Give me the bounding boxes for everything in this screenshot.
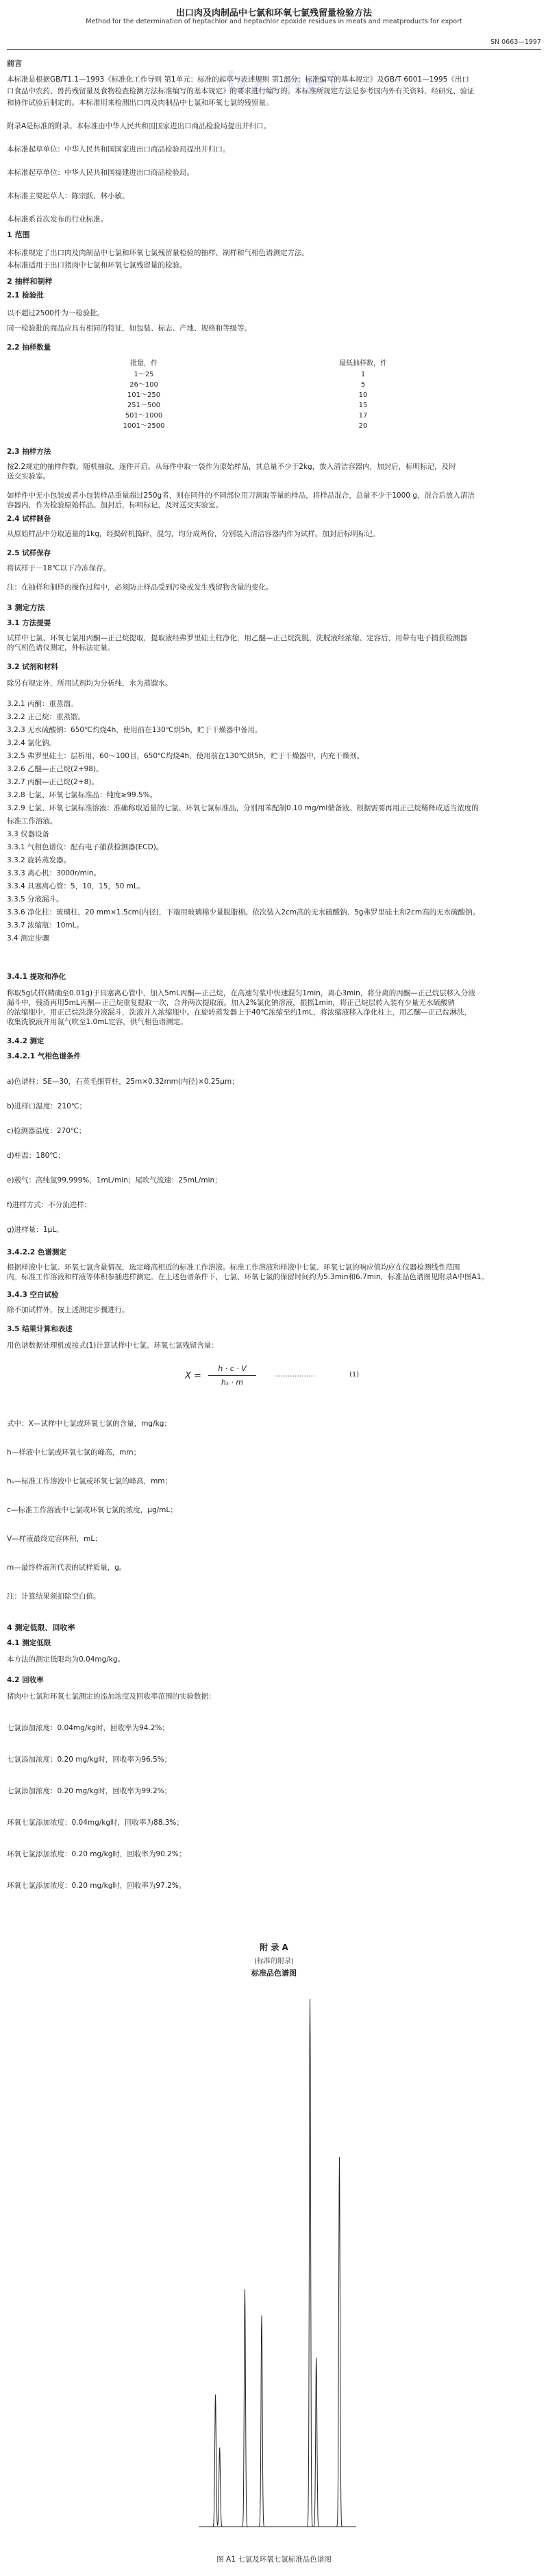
text-line — [7, 202, 541, 214]
standard-number: SN 0663—1997 — [490, 38, 541, 46]
formula-denominator: hₛ · m — [221, 1378, 244, 1387]
section-2-3-body — [7, 462, 541, 510]
text-line: 将试样于－18℃以下冷冻保存。 — [7, 564, 111, 572]
foreword-heading: 前言 — [7, 59, 22, 68]
section-1-body — [7, 247, 541, 271]
text-line: 环氧七氯添加浓度：0.20 mg/kg时，回收率为90.2%； — [7, 1850, 186, 1858]
section-3-4-2-2-body — [7, 1263, 541, 1282]
text-line: 从原始样品中分取适量的1kg，经捣碎机捣碎，混匀，均分成两份，分别装入清洁容器内作为试样。加封后标明标记。 — [7, 530, 380, 538]
section-2-heading: 2 抽样和制样 — [7, 277, 53, 286]
section-1-heading: 1 范围 — [7, 230, 30, 239]
table-cell: 批量，件 — [130, 360, 158, 367]
text-line: 3.2.4 氯化钠。 — [7, 739, 57, 747]
section-3-1-heading: 3.1 方法提要 — [7, 619, 51, 627]
text-line: 3.3 仪器设备 — [7, 830, 50, 838]
chromatogram-trace — [199, 1999, 356, 2527]
text-line: 标准工作溶液。 — [7, 817, 58, 825]
text-line: 本标准系首次发布的行业标准。 — [7, 215, 108, 223]
text-line: b)进样口温度：210℃； — [7, 1102, 87, 1110]
section-3-4-2-heading: 3.4.2 测定 — [7, 1037, 45, 1045]
section-3-4-2-2-heading: 3.4.2.2 色谱测定 — [7, 1248, 66, 1256]
text-line — [7, 179, 541, 191]
formula — [185, 1361, 445, 1396]
text-line: 同一检验批的商品应具有相同的特征，如包装、标志、产地、规格和等级等。 — [7, 324, 251, 332]
text-line: 口食品中农药、兽药残留量及食物检查检测方法标准编写的基本规定》的要求进行编写的。本标准所规定方法是参考国内外有关资料，经研究、验证 — [7, 87, 475, 95]
section-3-5-intro: 用色谱数据处理机或按式(1)计算试样中七氯、环氧七氯残留含量： — [7, 1341, 219, 1350]
text-line: 本标准是根据GB/T1.1—1993《标准化工作导则 第1单元：标准的起草与表述规则 第1部分：标准编写的基本规定》及GB/T 6001—1995《出口 — [7, 75, 469, 84]
section-3-2-intro: 除另有规定外，所用试剂均为分析纯，水为蒸馏水。 — [7, 679, 173, 688]
section-3-4-1-body — [7, 988, 541, 1027]
chart-title: 标准品色谱图 — [251, 1969, 297, 1978]
formula-number: (1) — [349, 1371, 360, 1378]
header-divider — [7, 49, 541, 50]
text-line: 本标准起草单位：中华人民共和国国家进出口商品检验局提出并归口。 — [7, 145, 230, 154]
section-3-1-body — [7, 633, 541, 653]
text-line: 的气相色谱仪测定，外标法定量。 — [7, 644, 115, 652]
table-cell: 1 — [360, 371, 366, 378]
section-3-heading: 3 测定方法 — [7, 603, 45, 612]
text-line: 七氯添加浓度：0.20 mg/kg时，回收率为96.5%； — [7, 1755, 172, 1764]
chromatogram — [185, 1985, 363, 2540]
text-line — [7, 481, 541, 491]
text-line: hₛ—标准工作溶液中七氯或环氧七氯的峰高，mm； — [7, 1477, 173, 1485]
text-line: 3.3.5 分液漏斗。 — [7, 895, 64, 903]
text-line: f)进样方式：不分流进样； — [7, 1201, 92, 1209]
table-cell: 10 — [358, 391, 368, 399]
section-3-4-3-heading: 3.4.3 空白试验 — [7, 1291, 59, 1299]
table-cell: 15 — [358, 402, 368, 409]
text-line — [7, 132, 541, 144]
text-line: 3.3.7 浓缩瓶：10mL。 — [7, 921, 84, 929]
table-cell: 最低抽样数，件 — [339, 360, 387, 367]
text-line: 附录A是标准的附录。本标准由中华人民共和国国家进出口商品检验局提出并归口。 — [7, 122, 271, 130]
text-line: 收集洗脱液并用氮气吹至1.0mL定容，供气相色谱测定。 — [7, 1018, 188, 1026]
text-line: m—最终样液所代表的试样质量，g。 — [7, 1564, 127, 1572]
text-line: 如样件中无小包装或者小包装样品重量超过250g者，则在同件的不同部位用刀割取等量的样品，将样品混合，总量不少于1000 g，混合后放入清洁 — [7, 491, 475, 500]
foreword-body — [7, 74, 541, 226]
table-cell: 17 — [358, 412, 368, 420]
section-2-3-heading: 2.3 抽样方法 — [7, 448, 51, 456]
appendix-subtitle: (标准的附录) — [254, 1958, 294, 1965]
formula-numerator: h · c · V — [218, 1364, 247, 1373]
table-cell: 20 — [358, 422, 368, 430]
sampling-table — [89, 359, 418, 435]
watermark: bz.net — [226, 65, 345, 99]
text-line: 注：在抽样和制样的操作过程中，必须防止样品受到污染或发生残留物含量的变化。 — [7, 583, 273, 592]
text-line — [7, 156, 541, 167]
section-2-5-body — [7, 563, 541, 592]
text-line: 本标准主要起草人：陈宗跃、林小敏。 — [7, 192, 129, 200]
text-line: 本标准起草单位：中华人民共和国福建进出口商品检验局。 — [7, 169, 194, 177]
formula-leader: ……………… — [274, 1371, 315, 1378]
text-line: 七氯添加浓度：0.04mg/kg时，回收率为94.2%； — [7, 1724, 169, 1732]
text-line: 试样中七氯、环氧七氯用丙酮—正己烷提取，提取液经弗罗里硅土柱净化，用乙醚—正己烷洗脱，洗脱液经浓缩、定容后，用带有电子捕获检测器 — [7, 634, 467, 642]
text-line: c—标准工作溶液中七氯或环氧七氯的浓度，μg/mL； — [7, 1506, 177, 1514]
text-line: 环氧七氯添加浓度：0.04mg/kg时，回收率为88.3%； — [7, 1819, 184, 1827]
text-line: 以不超过2500件为一检验批。 — [7, 309, 105, 317]
text-line: 和协作试验后制定的。本标准用来检测出口肉及肉制品中七氯和环氧七氯的残留量。 — [7, 99, 273, 107]
text-line: 根据样液中七氯、环氧七氯含量情况，选定峰高相近的标准工作溶液。标准工作溶液和样液中七氯、环氧七氯的响应值均应在仪器检测线性范围 — [7, 1263, 460, 1272]
text-line: 3.2.2 正己烷：重蒸馏。 — [7, 713, 86, 721]
table-cell: 5 — [360, 381, 366, 389]
text-line: 3.3.4 具塞离心管：5，10，15，50 mL。 — [7, 882, 145, 890]
text-line: a)色谱柱：SE—30，石英毛细管柱，25m×0.32mm(内径)×0.25μm； — [7, 1078, 239, 1086]
section-4-heading: 4 测定低限、回收率 — [7, 1623, 75, 1632]
formula-legend — [7, 1409, 541, 1611]
section-4-2-heading: 4.2 回收率 — [7, 1676, 44, 1684]
text-line: c)检测器温度：270℃； — [7, 1127, 86, 1135]
text-line: d)柱温：180℃； — [7, 1152, 65, 1160]
text-line: 3.3.1 气相色谱仪：配有电子捕获检测器(ECD)。 — [7, 843, 164, 851]
text-line: g)进样量：1μL。 — [7, 1226, 64, 1234]
gc-conditions — [7, 1069, 541, 1242]
section-3-2-heading: 3.2 试剂和材料 — [7, 663, 58, 671]
text-line: 内。标准工作溶液和样液等体积参插进样测定。在上述色谱条件下，七氯、环氧七氯的保留时间约为5.3min和6.7min，标准品色谱图见附录A中图A1。 — [7, 1273, 489, 1281]
text-line: 按2.2规定的抽样件数，随机抽取，逐件开启。从每件中取一袋作为原始样品，其总量不少于2kg，放入清洁容器内，加封后，标明标记，及时 — [7, 463, 456, 471]
section-3-5-heading: 3.5 结果计算和表述 — [7, 1325, 73, 1333]
fraction-bar — [208, 1375, 256, 1376]
table-cell: 1～25 — [134, 371, 154, 378]
text-line: 3.2.7 丙酮—正己烷(2+8)。 — [7, 778, 99, 786]
text-line: 漏斗中，残渣再用5mL丙酮—正己烷重复提取一次，合并两次提取液。加入2%氯化钠溶液，振摇1min，将正己烷层转入装有少量无水硫酸钠 — [7, 999, 455, 1007]
table-cell: 1001～2500 — [123, 422, 165, 430]
section-2-2-heading: 2.2 抽样数量 — [7, 343, 51, 352]
section-4-2-intro: 猪肉中七氯和环氧七氯测定的添加浓度及回收率范围的实验数据： — [7, 1692, 216, 1701]
section-2-5-heading: 2.5 试样保存 — [7, 549, 51, 557]
text-line: 3.2.5 弗罗里硅土：层析用，60～100目，650℃灼烧4h，使用前在130℃烘5h，贮于干燥器中，内充干燥剂。 — [7, 752, 364, 760]
section-4-1-heading: 4.1 测定低限 — [7, 1639, 51, 1647]
figure-caption: 图 A1 七氯及环氧七氯标准品色谱图 — [216, 2555, 332, 2564]
text-line: 3.3.2 旋转蒸发器。 — [7, 856, 71, 864]
formula-lhs: X = — [185, 1371, 201, 1381]
text-line: 式中：X—试样中七氯或环氧七氯的含量，mg/kg； — [7, 1420, 171, 1428]
table-cell: 251～500 — [127, 402, 161, 409]
document-title: 出口肉及肉制品中七氯和环氧七氯残留量检验方法 — [175, 8, 372, 19]
text-line: 称取5g试样(精确至0.01g)于具塞离心管中，加入5mL丙酮—正己烷，在高速匀浆中快速混匀1min，离心3min，将分离的丙酮—正己烷层移入分液 — [7, 989, 475, 997]
text-line: 3.2.8 七氯、环氧七氯标准品：纯度≥99.5%。 — [7, 791, 158, 799]
text-line: 除不加试样外，按上述测定步骤进行。 — [7, 1306, 129, 1314]
text-line — [7, 573, 541, 583]
text-line: 3.2.9 七氯、环氧七氯标准溶液：准确称取适量的七氯、环氧七氯标准品，分别用苯配制0.10 mg/ml储备液。根据需要再用正己烷稀释成适当浓度的 — [7, 804, 479, 812]
text-line: 3.4 测定步骤 — [7, 934, 50, 943]
text-line: 3.3.3 离心机：3000r/min。 — [7, 869, 101, 877]
text-line: 的浓缩瓶中，用正己烷洗涤分液漏斗，洗液并入浓缩瓶中。在旋转蒸发器上于40℃浓缩至约1mL，将浓缩液移入净化柱上，用乙醚—正己烷淋洗， — [7, 1008, 471, 1017]
text-line: 本标准适用于出口猪肉中七氯和环氧七氯残留量的检验。 — [7, 261, 187, 269]
text-line — [7, 109, 541, 121]
reagents-list — [7, 698, 541, 945]
text-line: e)载气：高纯氮99.999%，1mL/min；尾吹气流速：25mL/min； — [7, 1176, 222, 1184]
recovery-list — [7, 1712, 541, 1901]
text-line: 3.2.3 无水硫酸钠：650℃灼烧4h，使用前在130℃烘5h，贮于干燥器中备用。 — [7, 726, 262, 734]
text-line: 3.2.1 丙酮：重蒸馏。 — [7, 700, 78, 708]
text-line: 环氧七氯添加浓度：0.20 mg/kg时，回收率为97.2%。 — [7, 1882, 186, 1890]
text-line: V—样液最终定容体积，mL； — [7, 1535, 102, 1543]
section-2-1-body — [7, 306, 541, 336]
text-line: 3.3.6 净化柱：玻璃柱，20 mm×1.5cm(内径)，下端用玻璃棉少量脱脂棉。依次装入2cm高的无水硫酸钠、5g弗罗里硅土和2cm高的无水硫酸钠。 — [7, 908, 480, 916]
section-3-4-2-1-heading: 3.4.2.1 气相色谱条件 — [7, 1052, 81, 1060]
text-line: 3.2.6 乙醚—正己烷(2+98)。 — [7, 765, 103, 773]
section-3-4-1-heading: 3.4.1 提取和净化 — [7, 973, 66, 981]
text-line: 容器内，作为检验原始样品。加封后，标明标记，及时送交实验室。 — [7, 501, 223, 509]
text-line: 七氯添加浓度：0.20 mg/kg时，回收率为99.2%； — [7, 1787, 172, 1795]
section-2-4-body — [7, 529, 541, 539]
text-line: 本标准规定了出口肉及肉制品中七氯和环氧七氯残留量检验的抽样、制样和气相色谱测定方法。 — [7, 249, 309, 257]
text-line: h—样液中七氯或环氧七氯的峰高，mm； — [7, 1448, 141, 1457]
document-subtitle: Method for the determination of heptachlor and heptachlor epoxide residues in meats and meatproducts for export — [86, 18, 462, 25]
text-line: 送交实验室。 — [7, 472, 50, 481]
section-3-4-3-body — [7, 1305, 541, 1315]
text-line: 本方法的测定低限均为0.04mg/kg。 — [7, 1655, 125, 1664]
table-cell: 26～100 — [129, 381, 158, 389]
table-cell: 101～250 — [127, 391, 161, 399]
text-line: 注：计算结果须扣除空白值。 — [7, 1592, 101, 1601]
section-2-1-heading: 2.1 检验批 — [7, 291, 44, 300]
appendix-title: 附 录 A — [260, 1943, 288, 1952]
table-cell: 501～1000 — [125, 412, 163, 420]
section-2-4-heading: 2.4 试样制备 — [7, 515, 51, 523]
section-4-1-body — [7, 1655, 541, 1664]
